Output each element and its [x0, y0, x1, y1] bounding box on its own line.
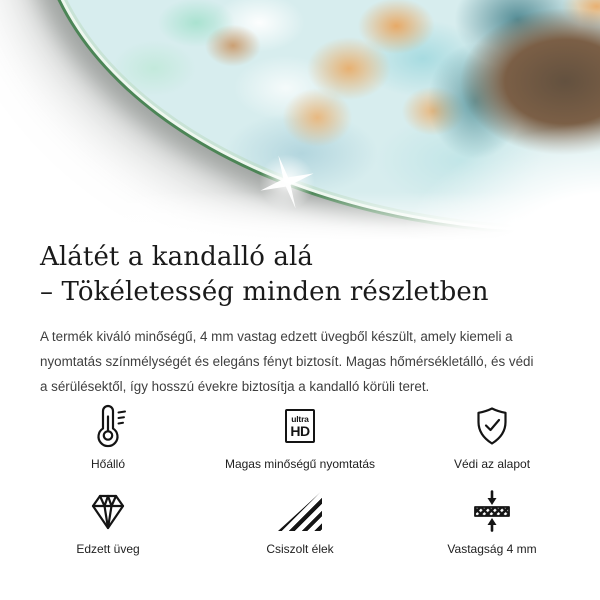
feature-thickness [396, 488, 588, 556]
feature-polished-edges [204, 488, 396, 556]
feature-label: Vastagság 4 mm [447, 542, 537, 556]
feature-label: Csiszolt élek [266, 542, 334, 556]
polished-edges-icon [278, 488, 322, 534]
features-grid [12, 403, 588, 556]
page-title [40, 240, 560, 310]
image-fade-overlay [0, 0, 600, 240]
feature-heat-resistant [12, 403, 204, 471]
feature-label: Hőálló [90, 457, 126, 471]
feature-label: Edzett üveg [76, 542, 140, 556]
title-line-2: – Tökéletesség minden részletben [40, 277, 489, 307]
feature-tempered-glass [12, 488, 204, 556]
ultra-hd-icon: ultra HD [285, 403, 315, 449]
product-description: A termék kiváló minőségű, 4 mm vastag edzett üvegből készült, amely kiemeli a nyomtatás színmélységét és elegáns fényt biztosít. Magas hőmérsékletálló, és védi a sérülésektől, így hosszú évekre biztosítja a kandalló körüli teret. [40, 329, 534, 394]
thermometer-icon [87, 403, 129, 449]
thickness-icon [470, 488, 514, 534]
feature-label: Magas minőségű nyomtatás [224, 457, 376, 471]
diamond-icon [85, 488, 131, 534]
feature-label: Védi az alapot [453, 457, 531, 471]
feature-protects-base [396, 403, 588, 471]
product-photo-section [0, 0, 600, 240]
shield-check-icon [470, 403, 514, 449]
product-copy [40, 240, 560, 399]
feature-print-quality [204, 403, 396, 471]
title-line-1: Alátét a kandalló alá [40, 242, 314, 272]
